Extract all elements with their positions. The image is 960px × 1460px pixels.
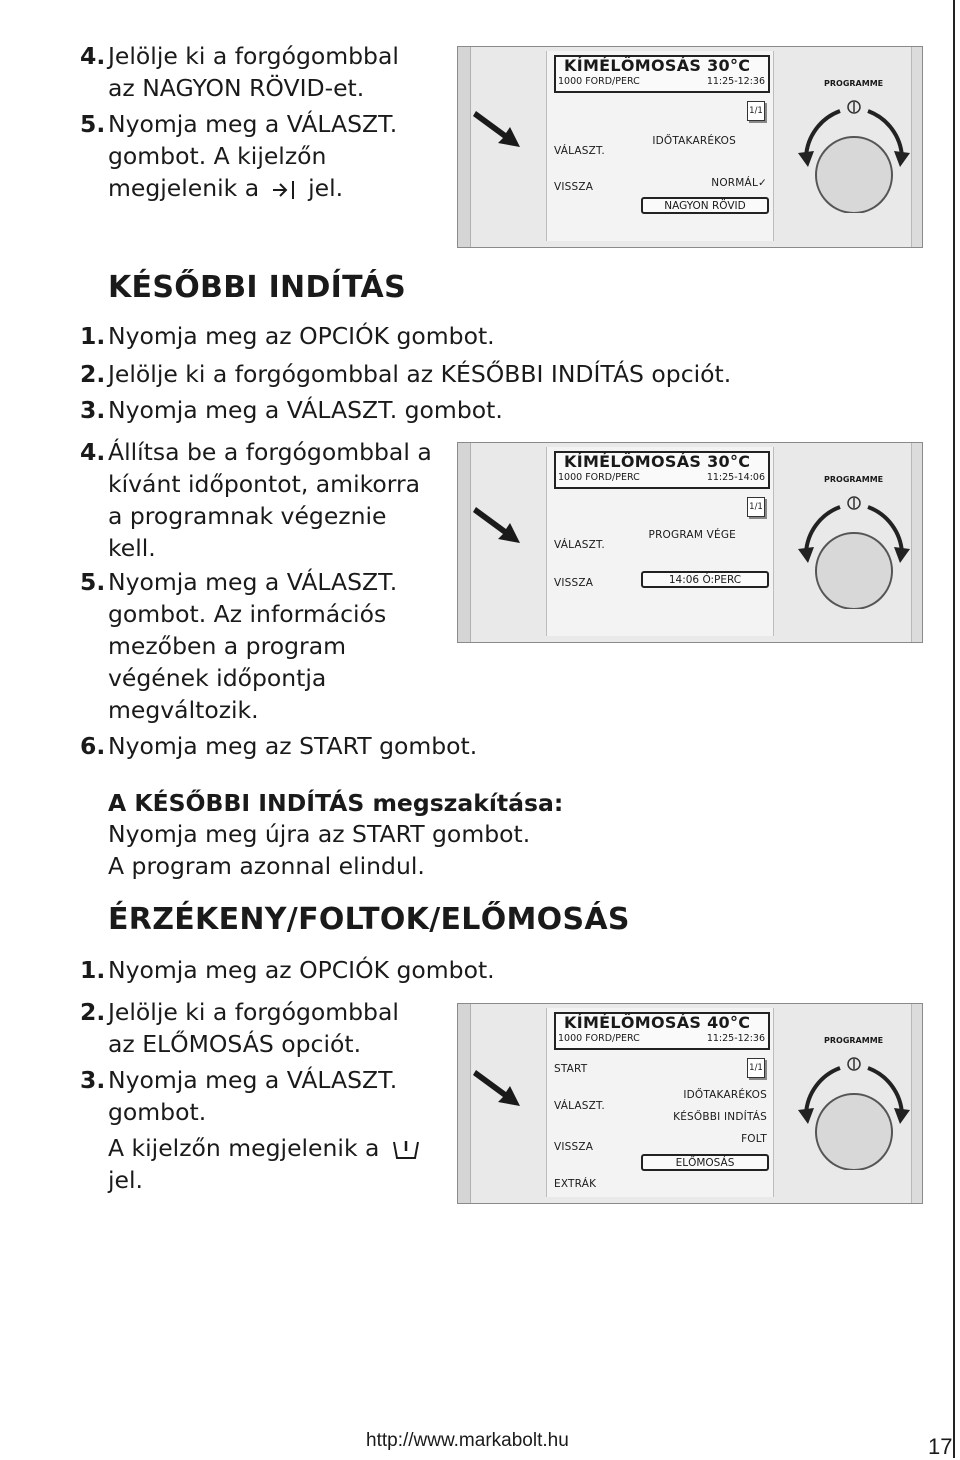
display-panel-3 (457, 1003, 923, 1204)
press-arrow-icon (472, 1062, 528, 1112)
program-title-box: KÍMÉLŐMOSÁS 40°C 1000 FORD/PERC 11:25-12:36 (554, 1012, 770, 1050)
program-knob[interactable] (790, 1050, 918, 1170)
option-folt[interactable]: FOLT (741, 1133, 767, 1145)
label-vissza[interactable]: VISSZA (554, 1141, 594, 1153)
s1-step-1: 1. Nyomja meg az OPCIÓK gombot. (80, 322, 495, 350)
s2-step-2: 2. Jelölje ki a forgógombbal az ELŐMOSÁS opciót. (80, 998, 399, 1058)
label-vissza[interactable]: VISSZA (554, 577, 594, 589)
s1-step-5: 5. Nyomja meg a VÁLASZT. gombot. Az információs mezőben a program végének időpontja megváltozik. (80, 568, 398, 724)
program-knob[interactable] (790, 489, 918, 609)
page-indicator: 1/1 (747, 101, 765, 121)
s1-step-6: 6. Nyomja meg az START gombot. (80, 732, 478, 760)
program-title-box: KÍMÉLŐMOSÁS 30°C 1000 FORD/PERC 11:25-14:06 (554, 451, 770, 489)
display-panel-2 (457, 442, 923, 643)
programme-label: PROGRAMME (824, 475, 884, 484)
section-heading-kesobbi-inditas: KÉSŐBBI INDÍTÁS (108, 270, 406, 305)
label-valaszt[interactable]: VÁLASZT. (554, 1100, 605, 1112)
press-arrow-icon (472, 103, 528, 153)
s2-step-3: 3. Nyomja meg a VÁLASZT. gombot. A kijelzőn megjelenik a jel. (80, 1064, 425, 1196)
display-panel-1 (457, 46, 923, 248)
s2-step-1: 1. Nyomja meg az OPCIÓK gombot. (80, 956, 495, 984)
footer-url[interactable]: http://www.markabolt.hu (366, 1430, 569, 1451)
label-start[interactable]: START (554, 1063, 588, 1075)
label-vissza[interactable]: VISSZA (554, 181, 594, 193)
option-kesobbi-inditas[interactable]: KÉSŐBBI INDÍTÁS (673, 1111, 767, 1123)
page-indicator: 1/1 (747, 497, 765, 517)
option-idotakarekos[interactable]: IDŐTAKARÉKOS (652, 135, 736, 147)
program-knob[interactable] (790, 93, 918, 213)
s1-step-2: 2. Jelölje ki a forgógombbal az KÉSŐBBI INDÍTÁS opciót. (80, 360, 732, 388)
option-program-vege[interactable]: PROGRAM VÉGE (648, 529, 736, 541)
page-right-rule (953, 0, 955, 1458)
intro-step-5: 5. Nyomja meg a VÁLASZT. gombot. A kijelzőn megjelenik a jel. (80, 110, 398, 202)
option-selected-nagyon-rovid[interactable]: NAGYON RÖVID (641, 197, 769, 214)
label-valaszt[interactable]: VÁLASZT. (554, 145, 605, 157)
program-title-box: KÍMÉLŐMOSÁS 30°C 1000 FORD/PERC 11:25-12:36 (554, 55, 770, 93)
label-valaszt[interactable]: VÁLASZT. (554, 539, 605, 551)
s1-step-3: 3. Nyomja meg a VÁLASZT. gombot. (80, 396, 503, 424)
intro-step-4: 4. Jelölje ki a forgógombbal az NAGYON RÖVID-et. (80, 42, 399, 102)
prewash-icon (391, 1138, 421, 1162)
press-arrow-icon (472, 499, 528, 549)
option-normal[interactable]: NORMÁL✓ (711, 177, 767, 189)
option-selected-time[interactable]: 14:06 Ó:PERC (641, 571, 769, 588)
programme-label: PROGRAMME (824, 79, 884, 88)
cancel-line-1: Nyomja meg újra az START gombot. (108, 820, 531, 848)
s1-step-4: 4. Állítsa be a forgógombbal a kívánt időpontot, amikorra a programnak végeznie kell. (80, 438, 432, 562)
cancel-title: A KÉSŐBBI INDÍTÁS megszakítása: (108, 789, 564, 817)
page-indicator: 1/1 (747, 1058, 765, 1078)
cancel-line-2: A program azonnal elindul. (108, 852, 425, 880)
short-program-icon (271, 179, 297, 201)
section-heading-erzekeny: ÉRZÉKENY/FOLTOK/ELŐMOSÁS (108, 902, 630, 937)
programme-label: PROGRAMME (824, 1036, 884, 1045)
label-extrak[interactable]: EXTRÁK (554, 1178, 597, 1190)
option-idotakarekos[interactable]: IDŐTAKARÉKOS (683, 1089, 767, 1101)
page-number: 17 (928, 1434, 953, 1459)
option-selected-elomosas[interactable]: ELŐMOSÁS (641, 1154, 769, 1171)
